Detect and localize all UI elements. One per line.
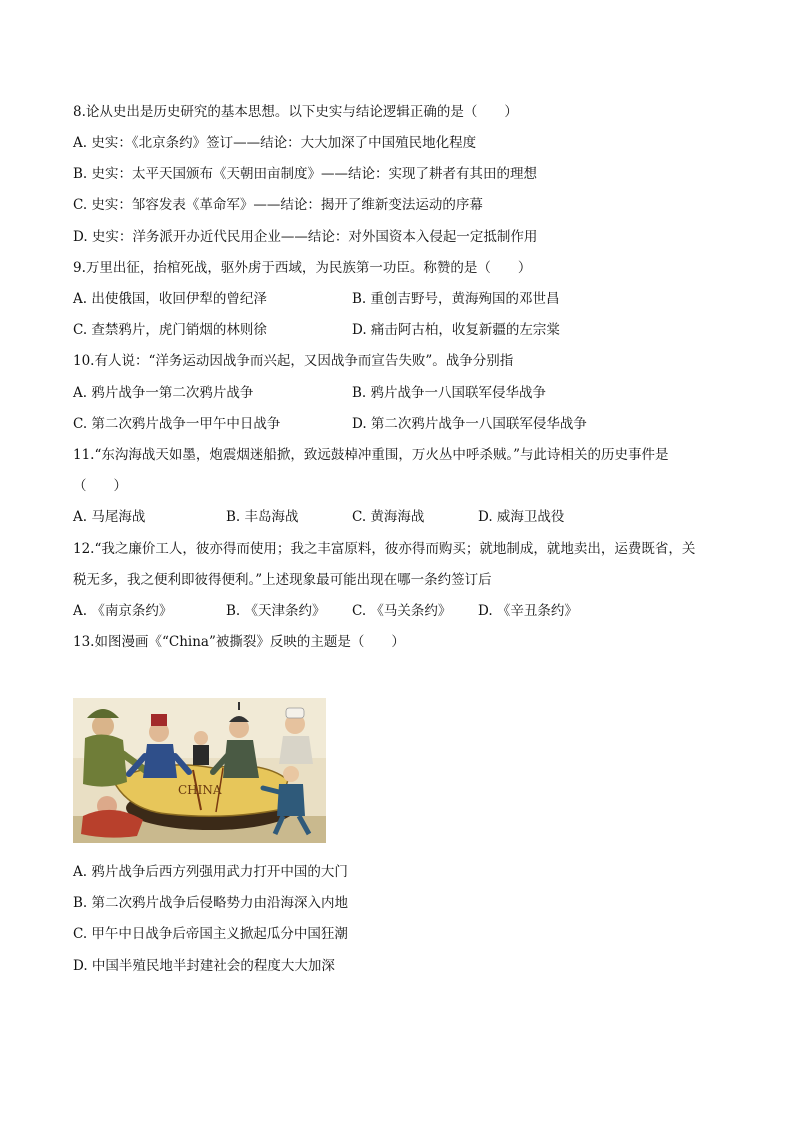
q11-option-c: C. 黄海海战 [352, 509, 425, 525]
q13-option-a: A. 鸦片战争后西方列强用武力打开中国的大门 [73, 864, 348, 880]
q11-option-b: B. 丰岛海战 [226, 509, 299, 525]
q12-option-b: B. 《天津条约》 [226, 603, 326, 619]
q12-stem-line2: 税无多，我之便利即彼得便利。”上述现象最可能出现在哪一条约签订后 [73, 572, 492, 588]
q9-option-d: D. 痛击阿古柏，收复新疆的左宗棠 [352, 322, 560, 338]
q8-option-b: B. 史实：太平天国颁布《天朝田亩制度》——结论：实现了耕者有其田的理想 [73, 166, 538, 182]
china-torn-cartoon [73, 698, 326, 843]
cartoon-china-text: CHINA [178, 783, 222, 797]
q13-option-d: D. 中国半殖民地半封建社会的程度大大加深 [73, 958, 335, 974]
q11-option-a: A. 马尾海战 [73, 509, 146, 525]
q9-option-c: C. 查禁鸦片，虎门销烟的林则徐 [73, 322, 267, 338]
q11-stem-line1: 11.“东沟海战天如墨，炮震烟迷船掀，致远鼓棹冲重围，万火丛中呼杀贼。”与此诗相关的历史事件是 [73, 447, 669, 463]
q12-option-a: A. 《南京条约》 [73, 603, 173, 619]
q10-option-c: C. 第二次鸦片战争一甲午中日战争 [73, 416, 281, 432]
q9-option-b: B. 重创吉野号，黄海殉国的邓世昌 [352, 291, 560, 307]
q9-stem: 9.万里出征，抬棺死战，驱外虏于西域，为民族第一功臣。称赞的是（ ） [73, 260, 532, 276]
q10-option-a: A. 鸦片战争一第二次鸦片战争 [73, 385, 254, 401]
q12-option-c: C. 《马关条约》 [352, 603, 452, 619]
q10-stem: 10.有人说：“洋务运动因战争而兴起，又因战争而宣告失败”。战争分别指 [73, 353, 514, 369]
q12-stem-line1: 12.“我之廉价工人，彼亦得而使用；我之丰富原料，彼亦得而购买；就地制成，就地卖出，运费既省，关 [73, 541, 696, 557]
q13-stem: 13.如图漫画《“China”被撕裂》反映的主题是（ ） [73, 634, 405, 650]
q11-stem-line2: （ ） [73, 478, 127, 494]
q8-stem: 8.论从史出是历史研究的基本思想。以下史实与结论逻辑正确的是（ ） [73, 104, 518, 120]
q12-option-d: D. 《辛丑条约》 [478, 603, 578, 619]
q8-option-c: C. 史实：邹容发表《革命军》——结论：揭开了维新变法运动的序幕 [73, 197, 483, 213]
q8-option-d: D. 史实：洋务派开办近代民用企业——结论：对外国资本入侵起一定抵制作用 [73, 229, 538, 245]
q9-option-a: A. 出使俄国，收回伊犁的曾纪泽 [73, 291, 267, 307]
q10-option-b: B. 鸦片战争一八国联军侵华战争 [352, 385, 547, 401]
q13-option-c: C. 甲午中日战争后帝国主义掀起瓜分中国狂潮 [73, 926, 348, 942]
q13-option-b: B. 第二次鸦片战争后侵略势力由沿海深入内地 [73, 895, 349, 911]
q10-option-d: D. 第二次鸦片战争一八国联军侵华战争 [352, 416, 587, 432]
q8-option-a: A. 史实：《北京条约》签订——结论：大大加深了中国殖民地化程度 [73, 135, 477, 151]
q11-option-d: D. 威海卫战役 [478, 509, 565, 525]
